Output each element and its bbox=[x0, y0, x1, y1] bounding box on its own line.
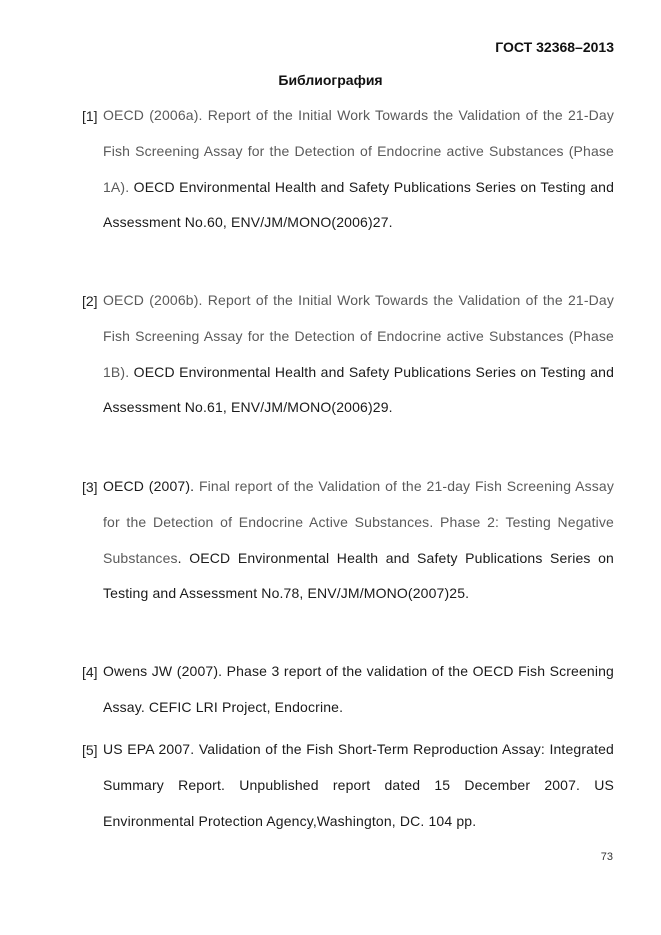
reference-title: Final report of the Validation of the 21-day Fish Screening Assay for the Detection of Endocrine Active Substances. Phase 2: Testing Negative Substances bbox=[103, 478, 615, 566]
reference-number: [4] bbox=[82, 664, 98, 680]
reference-publication: OECD Environmental Health and Safety Publications Series on Testing and Assessment No.60, ENV/JM/MONO(2006)27. bbox=[103, 178, 614, 231]
reference-text bbox=[103, 654, 614, 726]
reference-text bbox=[103, 732, 614, 839]
page-title: Библиография bbox=[278, 72, 383, 88]
reference-number: [1] bbox=[82, 108, 98, 124]
reference-citation: US EPA 2007. Validation of the Fish Short-Term Reproduction Assay: Integrated Summary Report. Unpublished report dated 15 December 2007. US Environmental Protection Agency,Washington, DC. 104 pp. bbox=[103, 741, 614, 829]
reference-item bbox=[82, 654, 614, 726]
reference-publication: OECD Environmental Health and Safety Publications Series on Testing and Assessment No.61, ENV/JM/MONO(2006)29. bbox=[103, 363, 614, 416]
reference-item bbox=[82, 98, 614, 241]
reference-text bbox=[103, 283, 614, 426]
page-number: 73 bbox=[600, 851, 613, 863]
reference-publication: . OECD Environmental Health and Safety Publications Series on Testing and Assessment No.78, ENV/JM/MONO(2007)25. bbox=[103, 549, 614, 602]
reference-item bbox=[82, 732, 614, 839]
reference-citation: Owens JW (2007). Phase 3 report of the validation of the OECD Fish Screening Assay. CEFIC LRI Project, Endocrine. bbox=[103, 663, 614, 715]
reference-number: [3] bbox=[82, 479, 98, 495]
reference-citation: OECD (2006a). Report of the Initial Work Towards the Validation of the 21-Day Fish Screening Assay for the Detection of Endocrine active Substances (Phase 1A). bbox=[103, 107, 614, 195]
reference-text bbox=[103, 469, 614, 612]
reference-citation: OECD (2006b). Report of the Initial Work Towards the Validation of the 21-Day Fish Screening Assay for the Detection of Endocrine active Substances (Phase 1B). bbox=[103, 292, 614, 380]
document-standard-header: ГОСТ 32368–2013 bbox=[495, 39, 614, 55]
reference-item bbox=[82, 283, 614, 426]
reference-citation: OECD (2007). bbox=[103, 478, 195, 494]
reference-number: [5] bbox=[82, 742, 98, 758]
reference-number: [2] bbox=[82, 293, 98, 309]
reference-text bbox=[103, 98, 614, 241]
reference-item bbox=[82, 469, 614, 612]
